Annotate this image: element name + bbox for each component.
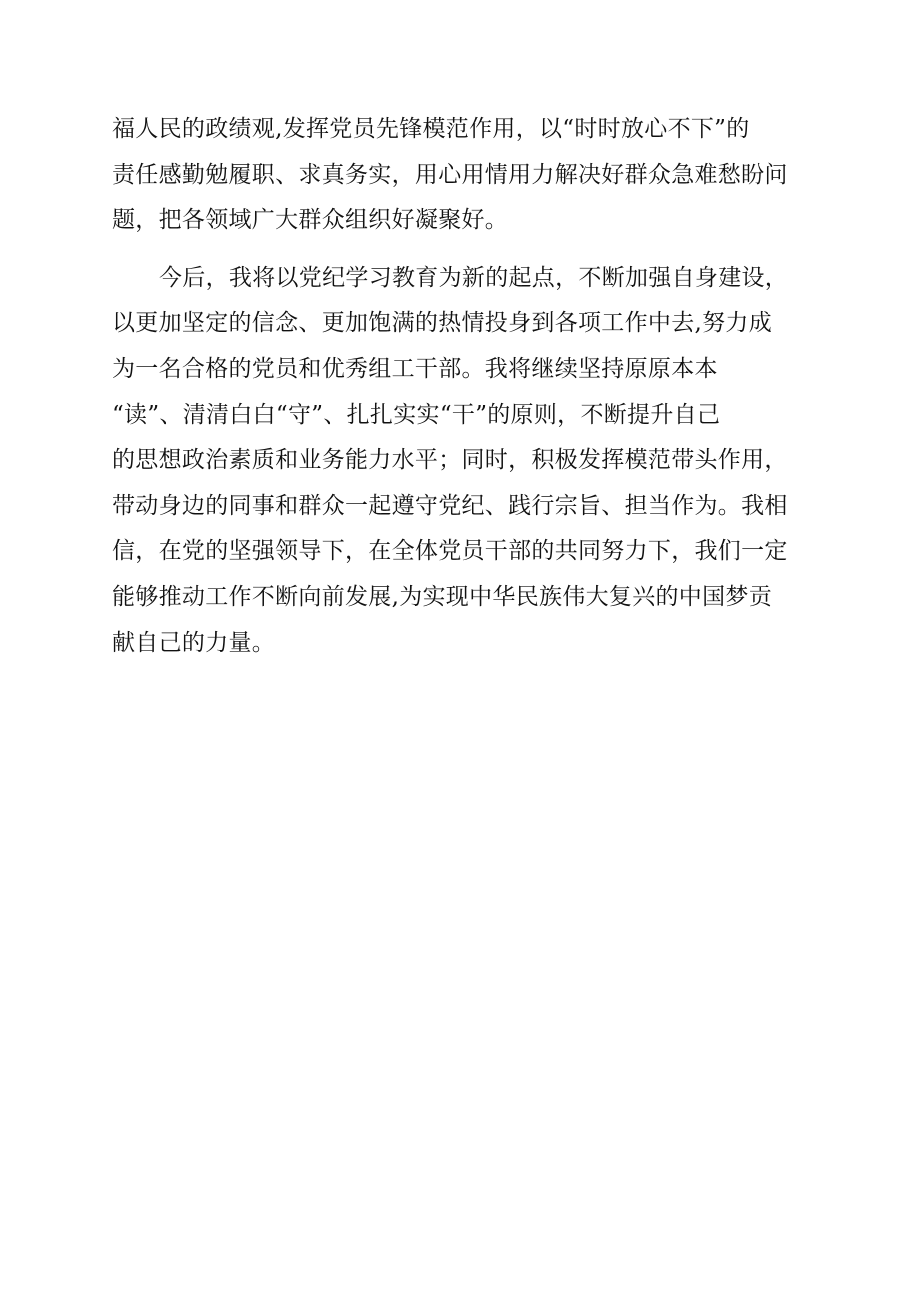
paragraph-line: 今后，我将以党纪学习教育为新的起点，不断加强自身建设， (159, 264, 789, 291)
paragraph-line: 献自己的力量。 (112, 629, 276, 656)
paragraph-line: 责任感勤勉履职、求真务实，用心用情用力解决好群众急难愁盼问 (112, 161, 788, 188)
paragraph-1 (112, 107, 822, 244)
paragraph-line: 福人民的政绩观,发挥党员先锋模范作用，以“时时放心不下”的 (112, 116, 750, 142)
paragraph-spacer (112, 244, 822, 256)
paragraph-line: 的思想政治素质和业务能力水平；同时，积极发挥模范带头作用， (112, 447, 788, 474)
paragraph-2 (112, 256, 822, 666)
paragraph-line: 以更加坚定的信念、更加饱满的热情投身到各项工作中去,努力成 (112, 310, 773, 337)
paragraph-line: 带动身边的同事和群众一起遵守党纪、践行宗旨、担当作为。我相 (112, 492, 788, 519)
paragraph-line: 信，在党的坚强领导下，在全体党员干部的共同努力下，我们一定 (112, 538, 788, 565)
paragraph-line: 能够推动工作不断向前发展,为实现中华民族伟大复兴的中国梦贡 (112, 583, 773, 610)
paragraph-line: 为一名合格的党员和优秀组工干部。我将继续坚持原原本本 (112, 355, 718, 382)
paragraph-line: 题，把各领域广大群众组织好凝聚好。 (112, 207, 509, 234)
document-body (112, 107, 822, 666)
paragraph-line: “读”、清清白白“守”、扎扎实实“干”的原则，不断提升自己 (112, 401, 721, 428)
